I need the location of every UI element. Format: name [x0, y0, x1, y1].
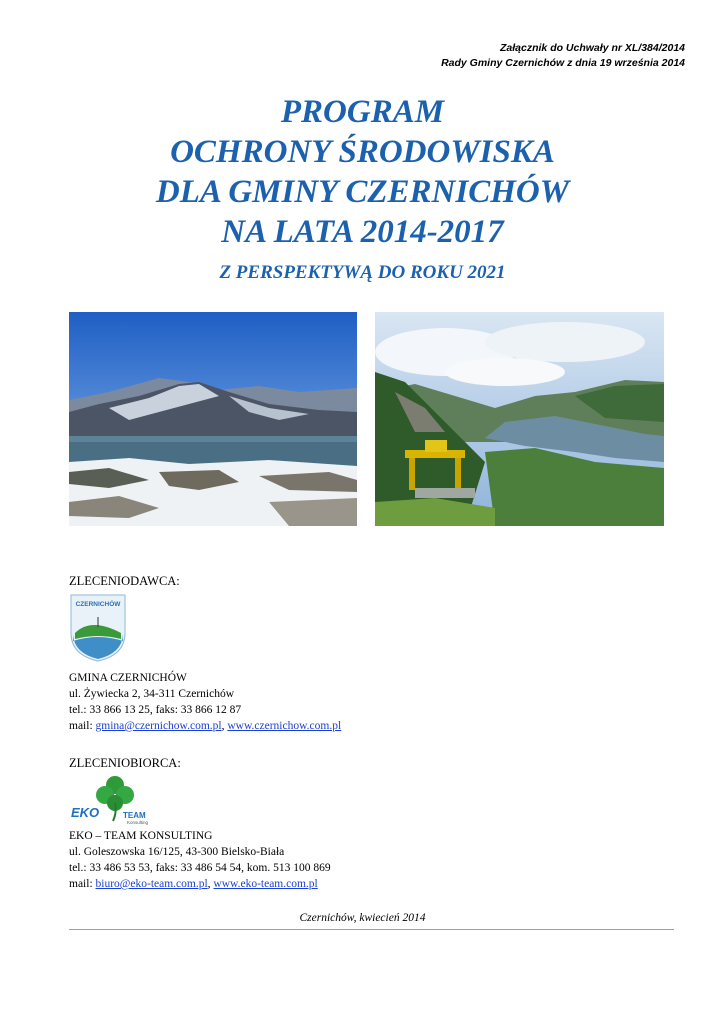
- client-phone: tel.: 33 866 13 25, faks: 33 866 12 87: [69, 704, 242, 716]
- attachment-note: [441, 41, 685, 71]
- river-valley-photo: [375, 312, 664, 526]
- title-line-1: PROGRAM: [280, 94, 445, 130]
- client-name: GMINA CZERNICHÓW: [69, 672, 187, 684]
- title-line-3: DLA GMINY CZERNICHÓW: [155, 174, 570, 210]
- place-and-date: Czernichów, kwiecień 2014: [299, 912, 426, 924]
- document-subtitle: Z PERSPEKTYWĄ DO ROKU 2021: [219, 262, 506, 283]
- title-line-2: OCHRONY ŚRODOWISKA: [170, 134, 555, 170]
- client-address: ul. Żywiecka 2, 34-311 Czernichów: [69, 688, 234, 700]
- attachment-note-line1: Załącznik do Uchwały nr XL/384/2014: [500, 42, 685, 54]
- czernichow-coat-of-arms-icon: [69, 593, 127, 663]
- eko-logo-team-text: TEAM: [123, 811, 146, 820]
- attachment-note-line2: Rady Gminy Czernichów z dnia 19 września 2014: [441, 57, 685, 69]
- contractor-phone: tel.: 33 486 53 53, faks: 33 486 54 54, kom. 513 100 869: [69, 862, 331, 874]
- contractor-website-link[interactable]: www.eko-team.com.pl: [213, 878, 318, 890]
- client-contact: [69, 670, 341, 734]
- contractor-name: EKO – TEAM KONSULTING: [69, 830, 213, 842]
- document-title: [0, 92, 725, 286]
- winter-lake-photo: [69, 312, 357, 526]
- contractor-email-link[interactable]: biuro@eko-team.com.pl: [95, 878, 208, 890]
- contractor-link-separator: ,: [207, 878, 214, 890]
- client-email-link[interactable]: gmina@czernichow.com.pl: [95, 720, 222, 732]
- title-line-4: NA LATA 2014-2017: [221, 214, 504, 250]
- footer-divider: [69, 929, 674, 930]
- client-mail-line: [69, 718, 341, 734]
- eko-logo-sub-text: Konsulting: [127, 820, 149, 825]
- client-label: ZLECENIODAWCA:: [69, 574, 180, 588]
- contractor-address: ul. Goleszowska 16/125, 43-300 Bielsko-Biała: [69, 846, 285, 858]
- eko-logo-main-text: EKO: [71, 805, 100, 820]
- contractor-label: ZLECENIOBIORCA:: [69, 756, 181, 770]
- eko-team-logo-icon: [69, 773, 161, 825]
- coat-of-arms-text: CZERNICHÓW: [75, 601, 121, 608]
- client-website-link[interactable]: www.czernichow.com.pl: [227, 720, 342, 732]
- contractor-contact: [69, 828, 331, 892]
- contractor-mail-line: [69, 876, 331, 892]
- client-link-separator: ,: [221, 720, 228, 732]
- client-mail-prefix: mail:: [69, 720, 96, 732]
- contractor-mail-prefix: mail:: [69, 878, 96, 890]
